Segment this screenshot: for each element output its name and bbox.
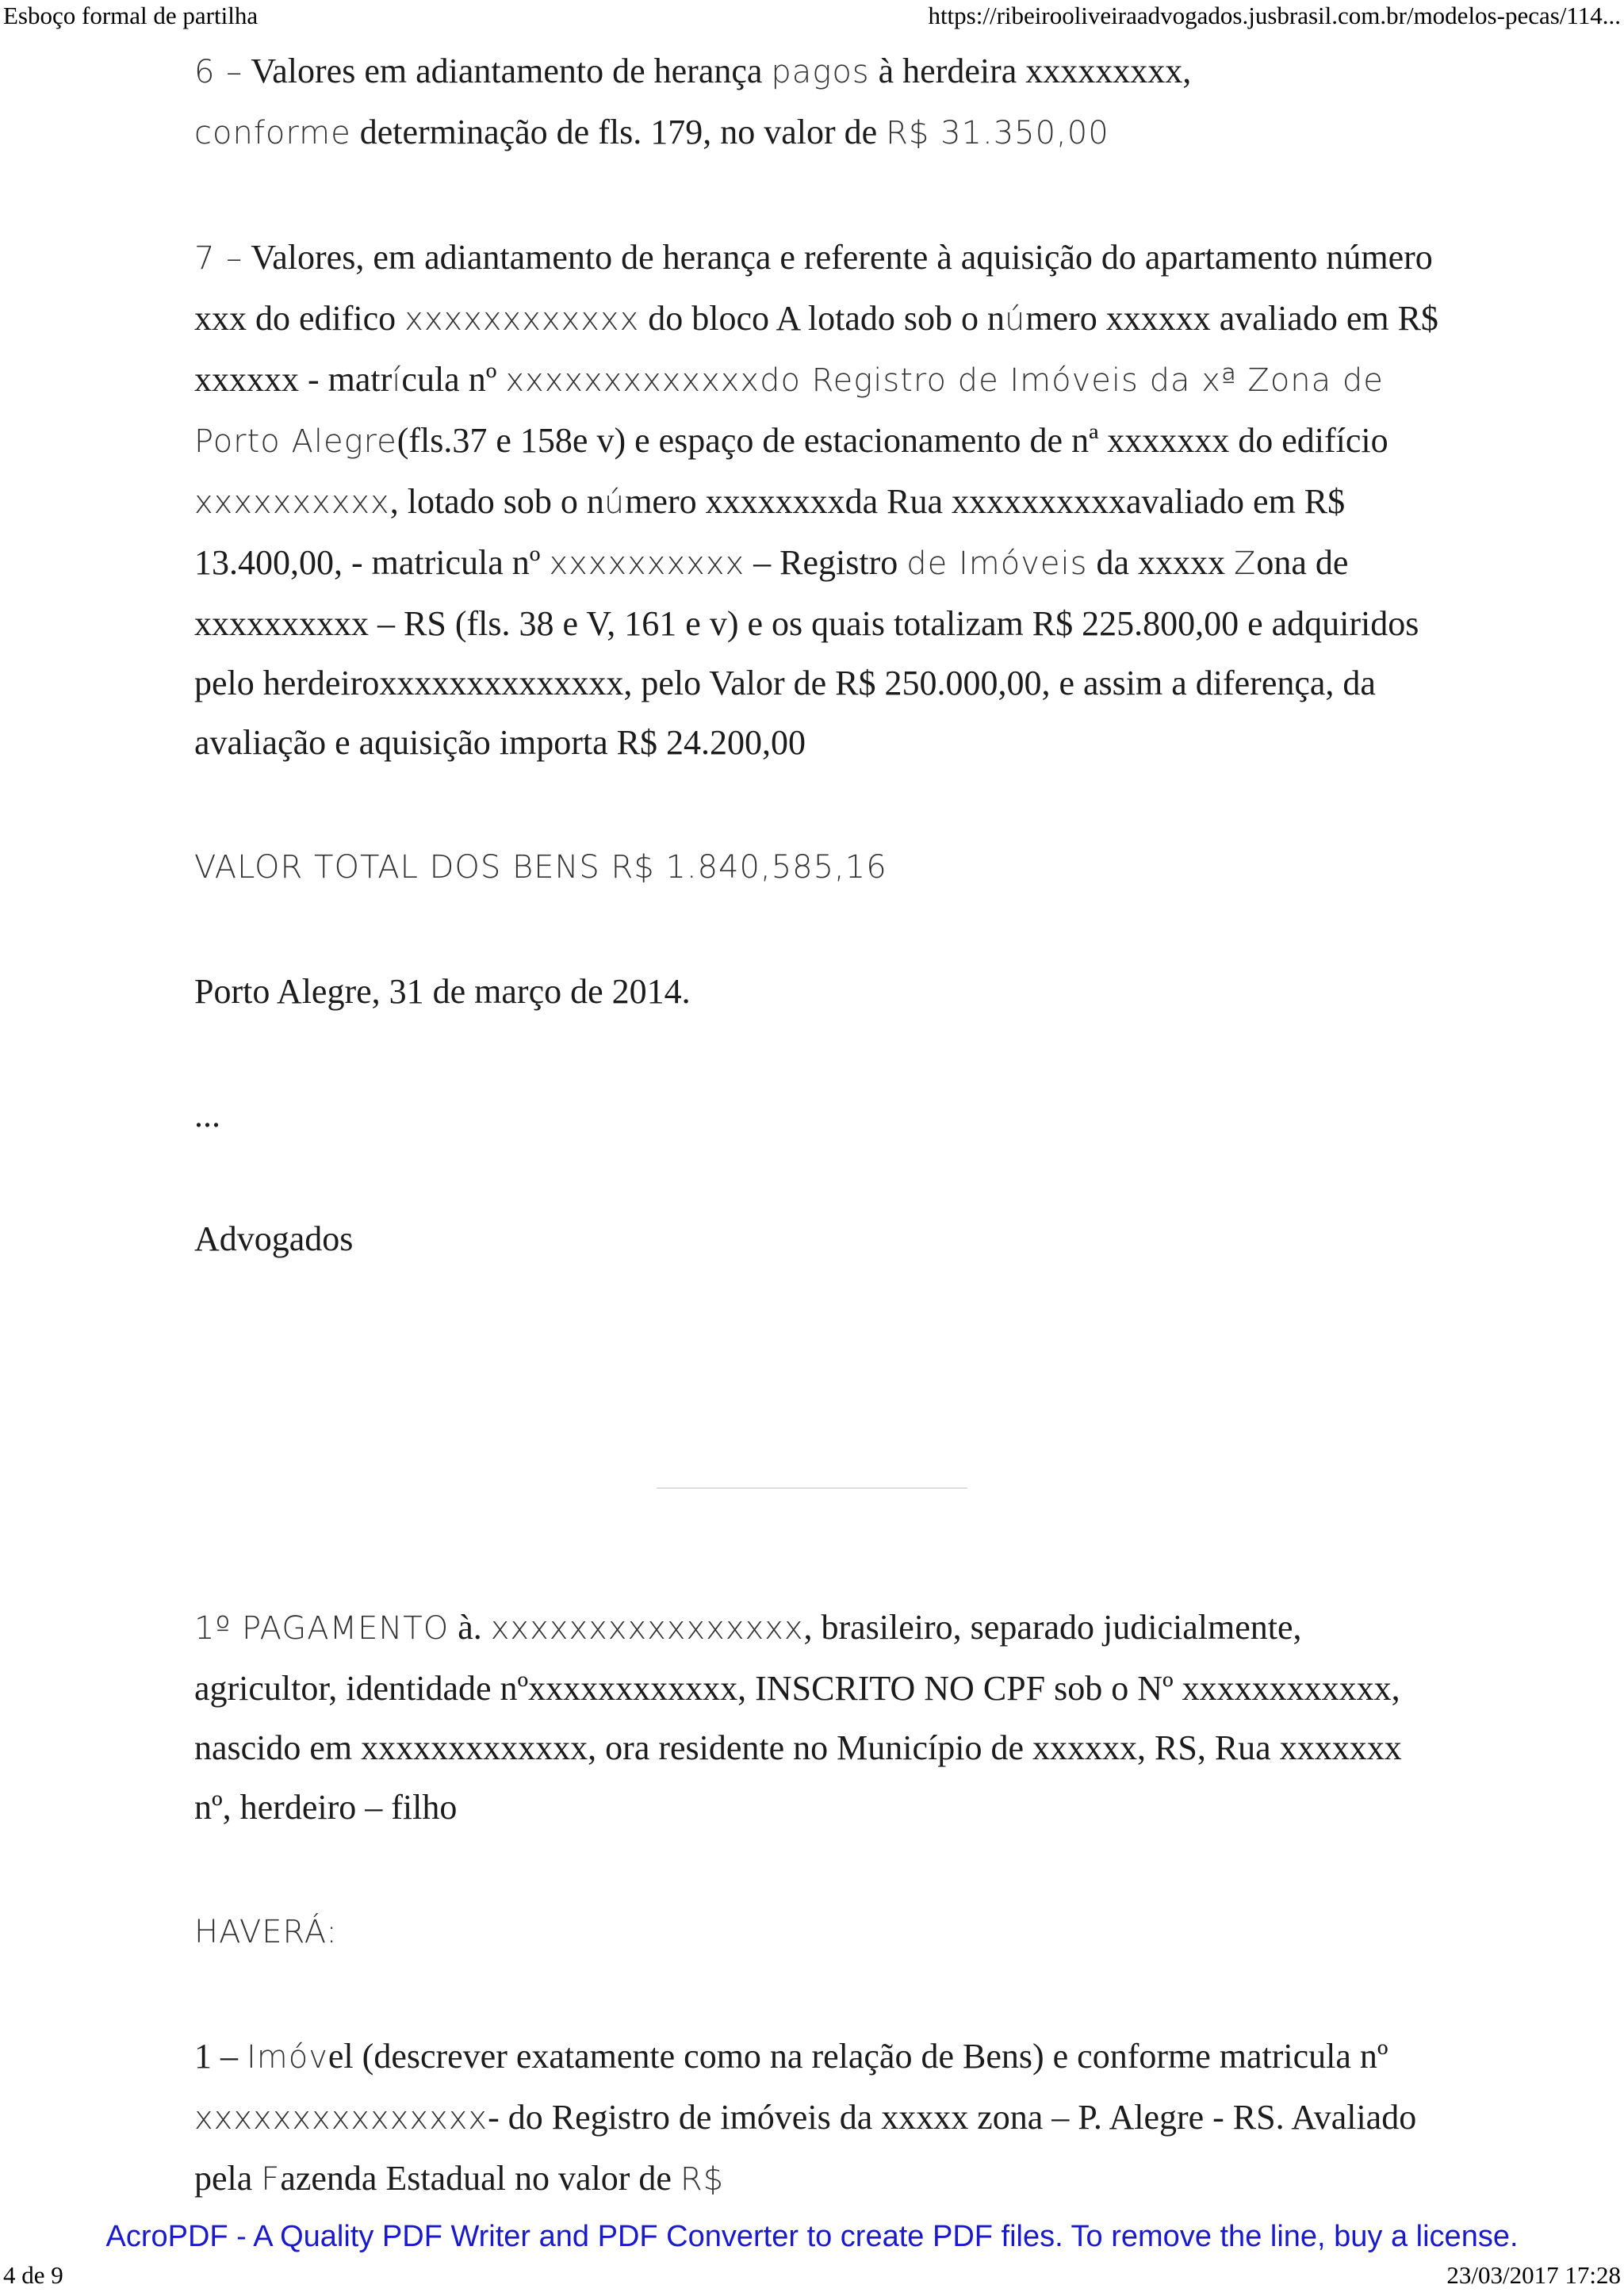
paragraph-item-6: 6 – Valores em adiantamento de herança pagos à herdeira xxxxxxxxx, conforme determinação de fls. 179, no valor de R$ 31.350,00 [194, 52, 1192, 151]
section-divider [657, 1487, 967, 1489]
page-number: 4 de 9 [3, 2261, 63, 2289]
ellipsis: ... [194, 1096, 220, 1135]
total-value: VALOR TOTAL DOS BENS R$ 1.840,585,16 [194, 849, 887, 886]
signature: Advogados [194, 1219, 354, 1258]
print-datetime: 23/03/2017 17:28 [1446, 2261, 1621, 2289]
document-title: Esboço formal de partilha [3, 2, 259, 29]
paragraph-payment-1: 1º PAGAMENTO à. xxxxxxxxxxxxxxxx, brasileiro, separado judicialmente, agricultor, identidade nºxxxxxxxxxxxx, INSCRITO NO CPF sob o Nº xxxxxxxxxxxx, nascido em xxxxxxxxxxxxx, ora residente no Município de xxxxxx, RS, Rua xxxxxxx nº, herdeiro – filho [194, 1608, 1402, 1827]
payment-section [194, 1598, 1447, 2210]
paragraph-item-7: 7 – Valores, em adiantamento de herança e referente à aquisição do apartamento número xxx do edifico xxxxxxxxxxxx do bloco A lotado sob o número xxxxxx avaliado em R$ xxxxxx - matrícula nº xxxxxxxxxxxxxdo Registro de Imóveis da xª Zona de Porto Alegre(fls.37 e 158e v) e espaço de estacionamento de nª xxxxxxx do edifício xxxxxxxxxx, lotado sob o número xxxxxxxxda Rua xxxxxxxxxxavaliado em R$ 13.400,00, - matricula nº xxxxxxxxxx – Registro de Imóveis da xxxxx Zona de xxxxxxxxxx – RS (fls. 38 e V, 161 e v) e os quais totalizam R$ 225.800,00 e adquiridos pelo herdeiroxxxxxxxxxxxxxx, pelo Valor de R$ 250.000,00, e assim a diferença, da avaliação e aquisição importa R$ 24.200,00 [194, 238, 1438, 762]
acropdf-banner: AcroPDF - A Quality PDF Writer and PDF Converter to create PDF files. To remove the line, buy a license. [105, 2220, 1519, 2253]
document-body [194, 41, 1447, 1269]
havera-heading: HAVERÁ: [194, 1914, 338, 1950]
paragraph-property-1: 1 – Imóvel (descrever exatamente como na relação de Bens) e conforme matricula nº xxxxxxxxxxxxxxx- do Registro de imóveis da xxxxx zona – P. Alegre - RS. Avaliado pela Fazenda Estadual no valor de R$ [194, 2037, 1417, 2198]
print-footer [0, 2261, 1624, 2296]
place-date: Porto Alegre, 31 de março de 2014. [194, 972, 691, 1011]
source-url: https://ribeirooliveiraadvogados.jusbrasil.com.br/modelos-pecas/114... [928, 2, 1621, 29]
print-header [0, 0, 1624, 35]
